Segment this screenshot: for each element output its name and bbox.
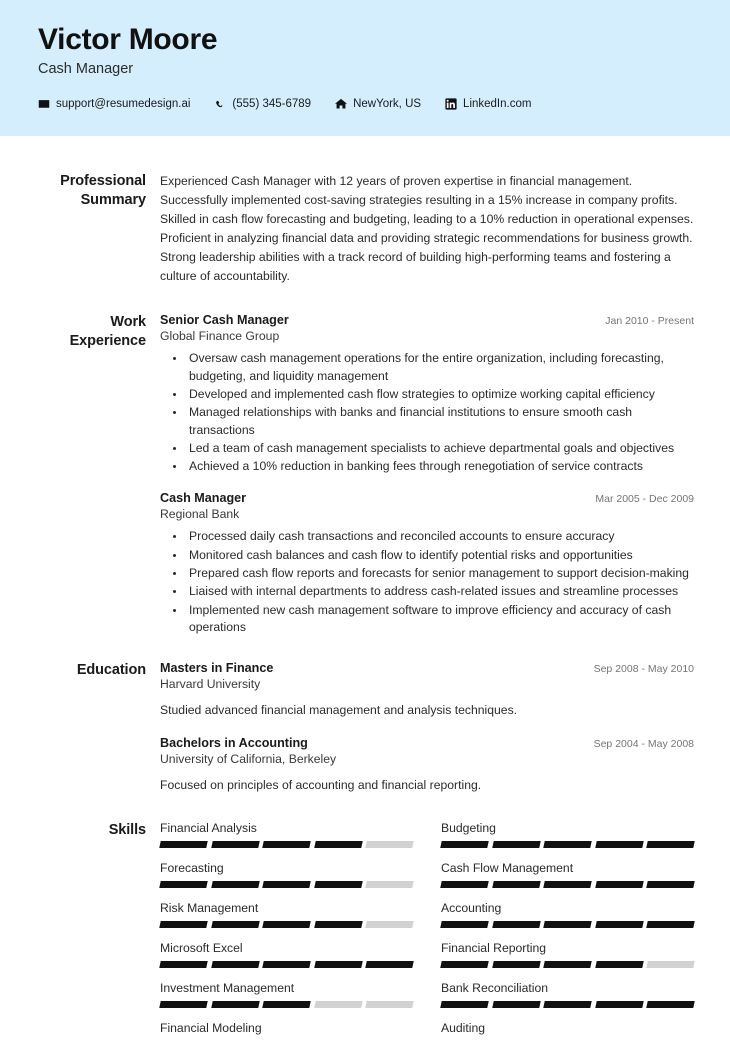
- skill-name: Forecasting: [160, 861, 224, 876]
- skill-level-segment: [492, 881, 540, 888]
- skill-name: Accounting: [441, 901, 502, 916]
- entry: [160, 661, 694, 719]
- entry-bullet: • Developed and implemented cash flow strategies to optimize working capital efficiency: [186, 386, 694, 403]
- section-heading-summary: Professional Summary: [60, 173, 146, 208]
- home-icon: [335, 98, 347, 110]
- skill-level-segment: [647, 841, 695, 848]
- skill-item: [160, 901, 413, 941]
- entry-bullet-list: [160, 528, 694, 636]
- skill-level-segment: [440, 921, 488, 928]
- resume-header: [0, 0, 730, 136]
- skill-name: Auditing: [441, 1021, 486, 1036]
- skill-level-segment: [492, 921, 540, 928]
- skill-level-segment: [262, 841, 310, 848]
- skill-level-segment: [314, 961, 362, 968]
- skill-item: [160, 821, 413, 861]
- entry-bullet: • Processed daily cash transactions and reconciled accounts to ensure accuracy: [186, 528, 694, 545]
- skill-level-segment: [595, 1001, 643, 1008]
- candidate-name: Victor Moore: [38, 23, 218, 56]
- entry-title: Senior Cash Manager: [160, 313, 289, 328]
- entry-description: Studied advanced financial management and analysis techniques.: [160, 703, 518, 718]
- skill-level-segment: [595, 921, 643, 928]
- entry-date: Jan 2010 - Present: [605, 315, 694, 328]
- entry-description: Focused on principles of accounting and financial reporting.: [160, 777, 482, 792]
- contact-item-home[interactable]: [335, 98, 421, 110]
- entry-bullet: • Implemented new cash management software to improve efficiency and accuracy of cash operations: [186, 602, 694, 637]
- skill-level-bar: [441, 961, 694, 968]
- entry-date: Sep 2008 - May 2010: [593, 663, 694, 676]
- entry-header: [160, 313, 694, 327]
- skill-level-bar: [441, 881, 694, 888]
- section-heading-experience: Work Experience: [69, 314, 146, 349]
- skill-level-segment: [595, 841, 643, 848]
- entry-title: Bachelors in Accounting: [160, 735, 308, 750]
- skill-name: Microsoft Excel: [160, 941, 243, 956]
- skill-name: Financial Analysis: [160, 821, 257, 836]
- section-heading-education: Education: [76, 662, 146, 679]
- skill-level-segment: [366, 921, 414, 928]
- entry-header: [160, 661, 694, 675]
- skill-level-segment: [366, 1001, 414, 1008]
- linkedin-icon: [445, 98, 457, 110]
- skill-name: Risk Management: [160, 901, 259, 916]
- skill-level-segment: [595, 881, 643, 888]
- skill-name: Investment Management: [160, 981, 295, 996]
- skill-level-bar: [160, 881, 413, 888]
- skill-name: Financial Reporting: [441, 941, 547, 956]
- skill-level-bar: [160, 841, 413, 848]
- skill-name: Budgeting: [441, 821, 496, 836]
- skill-item: [441, 861, 694, 901]
- entry-header: [160, 736, 694, 750]
- skill-level-segment: [440, 1001, 488, 1008]
- skill-level-segment: [262, 881, 310, 888]
- skill-level-segment: [543, 921, 591, 928]
- skill-level-segment: [262, 1001, 310, 1008]
- skill-level-segment: [159, 841, 207, 848]
- skill-level-segment: [595, 961, 643, 968]
- skill-item: [441, 1021, 694, 1054]
- skill-level-segment: [492, 961, 540, 968]
- skill-name: Cash Flow Management: [441, 861, 574, 876]
- skill-item: [160, 1021, 413, 1054]
- entry-organization: Harvard University: [160, 677, 261, 692]
- skill-level-segment: [314, 921, 362, 928]
- entry: [160, 736, 694, 794]
- skills-grid: [160, 821, 694, 1054]
- contact-text: support@resumedesign.ai: [56, 98, 191, 111]
- skill-level-segment: [647, 881, 695, 888]
- skill-level-bar: [160, 961, 413, 968]
- skill-level-segment: [314, 1001, 362, 1008]
- entry-organization: Regional Bank: [160, 507, 240, 522]
- skill-name: Financial Modeling: [160, 1021, 262, 1036]
- skill-level-segment: [211, 961, 259, 968]
- entry-header: [160, 491, 694, 505]
- entry-date: Mar 2005 - Dec 2009: [595, 493, 694, 506]
- skills-section: [0, 794, 730, 1054]
- summary-text: Experienced Cash Manager with 12 years of proven expertise in financial management. Successfully implemented cost-saving strategies resulting in a 15% increase in company profits. Skilled in cash flow forecasting and budgeting, leading to a 10% reduction in operational expenses. Proficient in analyzing financial data and providing strategic recommendations for business growth. Strong leadership abilities with a track record of building high-performing teams and fostering a culture of accountability.: [160, 174, 694, 284]
- contact-item-phone[interactable]: [214, 98, 311, 110]
- skill-item: [160, 861, 413, 901]
- skill-level-segment: [159, 881, 207, 888]
- education-section: [0, 637, 730, 794]
- skill-level-segment: [543, 881, 591, 888]
- skill-level-bar: [160, 1001, 413, 1008]
- skill-level-segment: [314, 881, 362, 888]
- skill-level-segment: [211, 841, 259, 848]
- contact-text: LinkedIn.com: [463, 98, 532, 111]
- skill-level-segment: [211, 1001, 259, 1008]
- professional-summary-section: [0, 136, 730, 286]
- skill-level-segment: [366, 881, 414, 888]
- skill-level-segment: [262, 961, 310, 968]
- skill-level-segment: [262, 921, 310, 928]
- entry-bullet: • Managed relationships with banks and financial institutions to ensure smooth cash transactions: [186, 404, 694, 439]
- skill-level-segment: [440, 841, 488, 848]
- skill-level-segment: [647, 961, 695, 968]
- skill-item: [441, 901, 694, 941]
- skill-level-segment: [211, 881, 259, 888]
- contact-text: (555) 345-6789: [232, 98, 312, 111]
- entry-bullet: • Led a team of cash management specialists to achieve departmental goals and objectives: [186, 440, 694, 457]
- entry: [160, 491, 694, 636]
- entry-bullet: • Oversaw cash management operations for the entire organization, including forecasting, budgeting, and liquidity management: [186, 350, 694, 385]
- skill-item: [441, 821, 694, 861]
- skill-item: [160, 981, 413, 1021]
- entry-organization: Global Finance Group: [160, 329, 280, 344]
- candidate-job-title: Cash Manager: [38, 61, 134, 78]
- skill-name: Bank Reconciliation: [441, 981, 549, 996]
- entry-bullet: • Achieved a 10% reduction in banking fees through renegotiation of service contracts: [186, 458, 694, 475]
- entry-date: Sep 2004 - May 2008: [593, 737, 694, 750]
- envelope-icon: [38, 98, 50, 110]
- skill-level-segment: [492, 841, 540, 848]
- contact-text: NewYork, US: [353, 98, 422, 111]
- entry-title: Masters in Finance: [160, 661, 274, 676]
- work-experience-section: [0, 286, 730, 637]
- skill-level-segment: [440, 881, 488, 888]
- skill-level-segment: [314, 841, 362, 848]
- skill-level-segment: [159, 1001, 207, 1008]
- skill-level-segment: [440, 961, 488, 968]
- skill-item: [441, 941, 694, 981]
- section-heading-skills: Skills: [108, 822, 146, 839]
- entry-bullet: • Liaised with internal departments to address cash-related issues and streamline processes: [186, 583, 694, 600]
- skill-level-bar: [441, 1001, 694, 1008]
- skill-level-segment: [366, 841, 414, 848]
- skill-level-segment: [492, 1001, 540, 1008]
- contact-item-envelope[interactable]: [38, 98, 190, 110]
- entry-organization: University of California, Berkeley: [160, 751, 337, 766]
- contact-row: [38, 98, 730, 110]
- skill-item: [160, 941, 413, 981]
- skill-item: [441, 981, 694, 1021]
- skill-level-segment: [159, 921, 207, 928]
- skill-level-segment: [647, 921, 695, 928]
- skill-level-segment: [211, 921, 259, 928]
- skill-level-segment: [159, 961, 207, 968]
- skill-level-segment: [543, 1001, 591, 1008]
- entry: [160, 313, 694, 475]
- entry-title: Cash Manager: [160, 491, 247, 506]
- contact-item-linkedin[interactable]: [445, 98, 531, 110]
- phone-icon: [214, 98, 226, 110]
- skill-level-segment: [366, 961, 414, 968]
- skill-level-segment: [543, 961, 591, 968]
- skill-level-segment: [543, 841, 591, 848]
- skill-level-bar: [441, 841, 694, 848]
- entry-bullet: • Prepared cash flow reports and forecasts for senior management to support decision-making: [186, 565, 694, 582]
- skill-level-bar: [160, 921, 413, 928]
- entry-bullet-list: [160, 350, 694, 475]
- skill-level-bar: [441, 921, 694, 928]
- skill-level-segment: [647, 1001, 695, 1008]
- entry-bullet: • Monitored cash balances and cash flow to identify potential risks and opportunities: [186, 547, 694, 564]
